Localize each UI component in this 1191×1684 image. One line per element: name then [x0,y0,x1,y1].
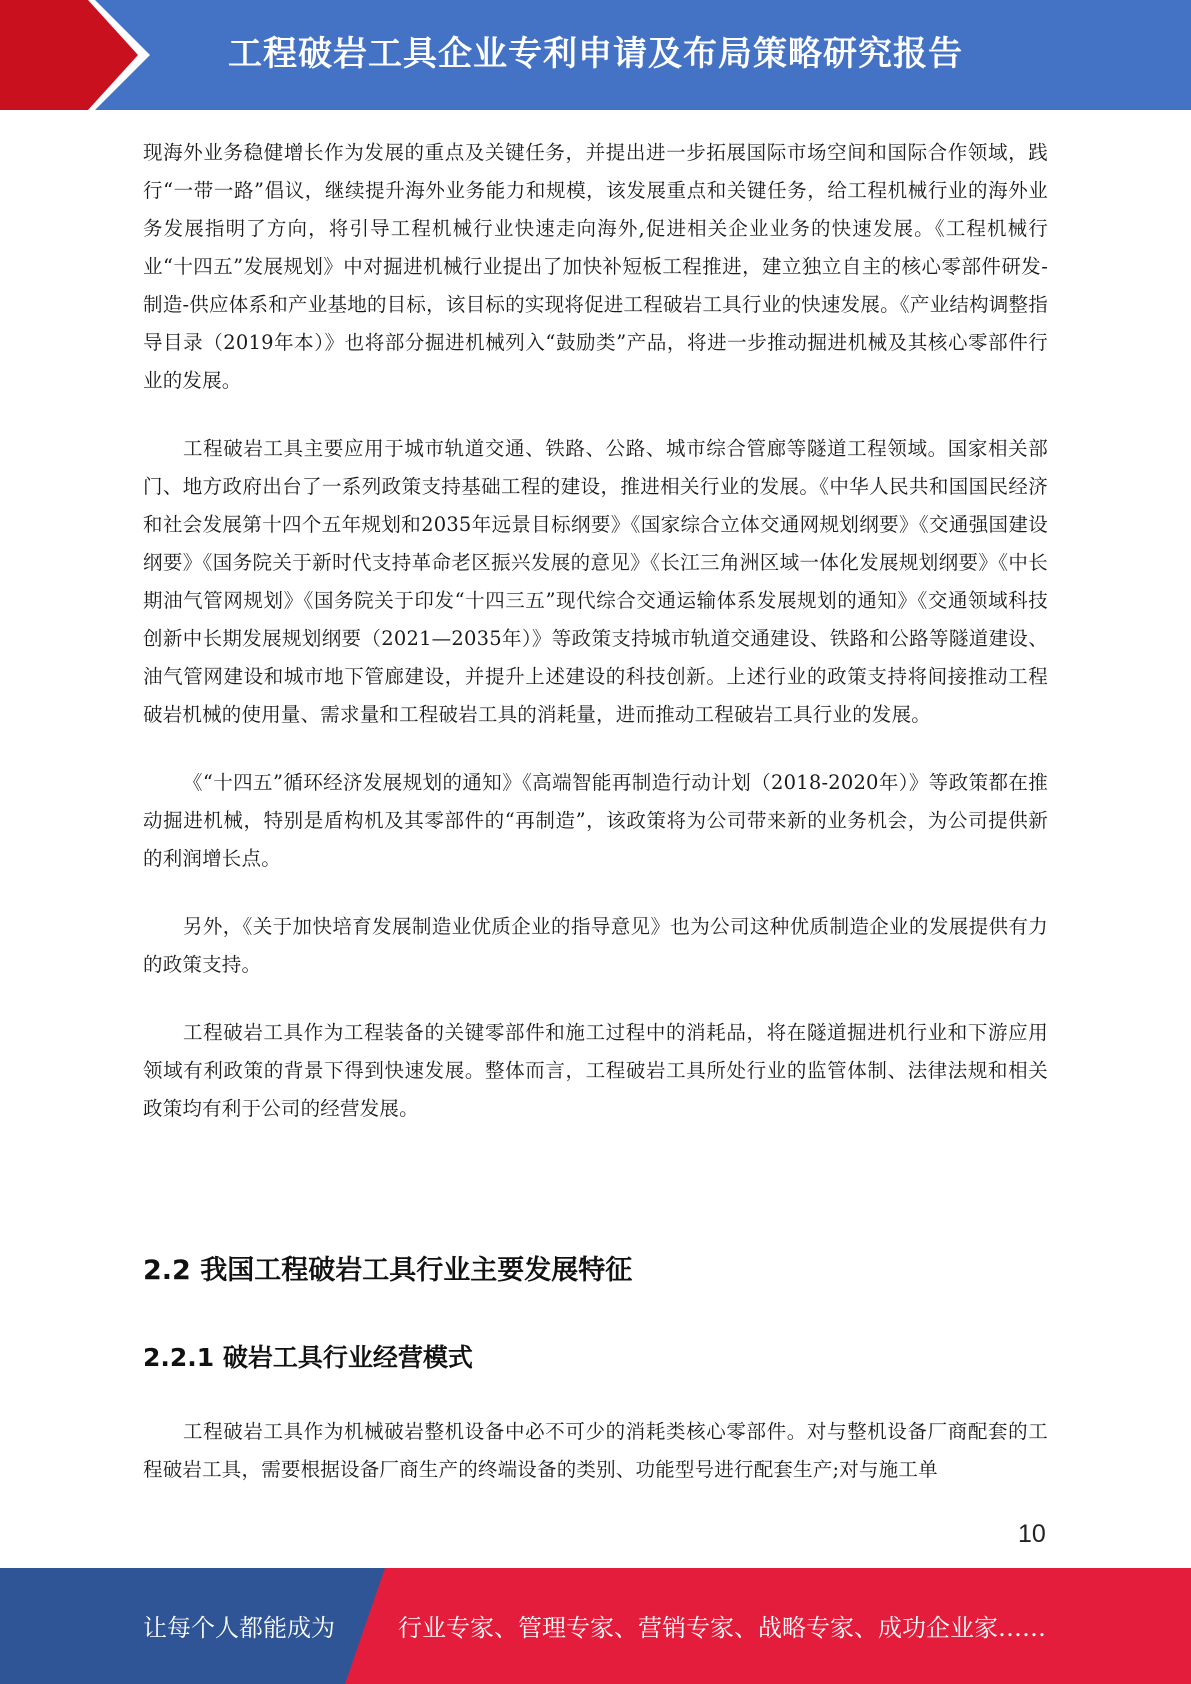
page-header [0,0,1191,110]
report-title: 工程破岩工具企业专利申请及布局策略研究报告 [228,34,963,74]
page-footer [0,1568,1191,1684]
footer-slogan-left: 让每个人都能成为 [143,1614,335,1642]
header-arrow [0,0,160,110]
body-text [143,134,1048,1158]
subsection-heading: 2.2.1 破岩工具行业经营模式 [143,1343,473,1372]
paragraph: 《“十四五”循环经济发展规划的通知》《高端智能再制造行动计划（2018-2020年）》等政策都在推动掘进机械，特别是盾构机及其零部件的“再制造”，该政策将为公司带来新的业务机会，为公司提供新的利润增长点。 [143,771,1048,870]
paragraph: 工程破岩工具作为机械破岩整机设备中必不可少的消耗类核心零部件。对与整机设备厂商配套的工程破岩工具，需要根据设备厂商生产的终端设备的类别、功能型号进行配套生产;对与施工单 [143,1420,1048,1481]
section-heading: 2.2 我国工程破岩工具行业主要发展特征 [143,1255,633,1286]
paragraph: 另外，《关于加快培育发展制造业优质企业的指导意见》也为公司这种优质制造企业的发展提供有力的政策支持。 [143,915,1048,976]
footer-slogan-right: 行业专家、管理专家、营销专家、战略专家、成功企业家…… [398,1614,1046,1642]
page-number: 10 [1018,1520,1046,1548]
paragraph: 现海外业务稳健增长作为发展的重点及关键任务，并提出进一步拓展国际市场空间和国际合作领域，践行“一带一路”倡议，继续提升海外业务能力和规模，该发展重点和关键任务，给工程机械行业的海外业务发展指明了方向，将引导工程机械行业快速走向海外,促进相关企业业务的快速发展。《工程机械行业“十四五”发展规划》中对掘进机械行业提出了加快补短板工程推进，建立独立自主的核心零部件研发-制造-供应体系和产业基地的目标，该目标的实现将促进工程破岩工具行业的快速发展。《产业结构调整指导目录（2019年本）》也将部分掘进机械列入“鼓励类”产品，将进一步推动掘进机械及其核心零部件行业的发展。 [143,141,1048,392]
paragraph: 工程破岩工具作为工程装备的关键零部件和施工过程中的消耗品，将在隧道掘进机行业和下游应用领域有利政策的背景下得到快速发展。整体而言，工程破岩工具所处行业的监管体制、法律法规和相关政策均有利于公司的经营发展。 [143,1021,1048,1120]
paragraph: 工程破岩工具主要应用于城市轨道交通、铁路、公路、城市综合管廊等隧道工程领域。国家相关部门、地方政府出台了一系列政策支持基础工程的建设，推进相关行业的发展。《中华人民共和国国民经济和社会发展第十四个五年规划和2035年远景目标纲要》《国家综合立体交通网规划纲要》《交通强国建设纲要》《国务院关于新时代支持革命老区振兴发展的意见》《长江三角洲区域一体化发展规划纲要》《中长期油气管网规划》《国务院关于印发“十四三五”现代综合交通运输体系发展规划的通知》《交通领域科技创新中长期发展规划纲要（2021—2035年）》等政策支持城市轨道交通建设、铁路和公路等隧道建设、油气管网建设和城市地下管廊建设，并提升上述建设的科技创新。上述行业的政策支持将间接推动工程破岩机械的使用量、需求量和工程破岩工具的消耗量，进而推动工程破岩工具行业的发展。 [143,437,1048,726]
